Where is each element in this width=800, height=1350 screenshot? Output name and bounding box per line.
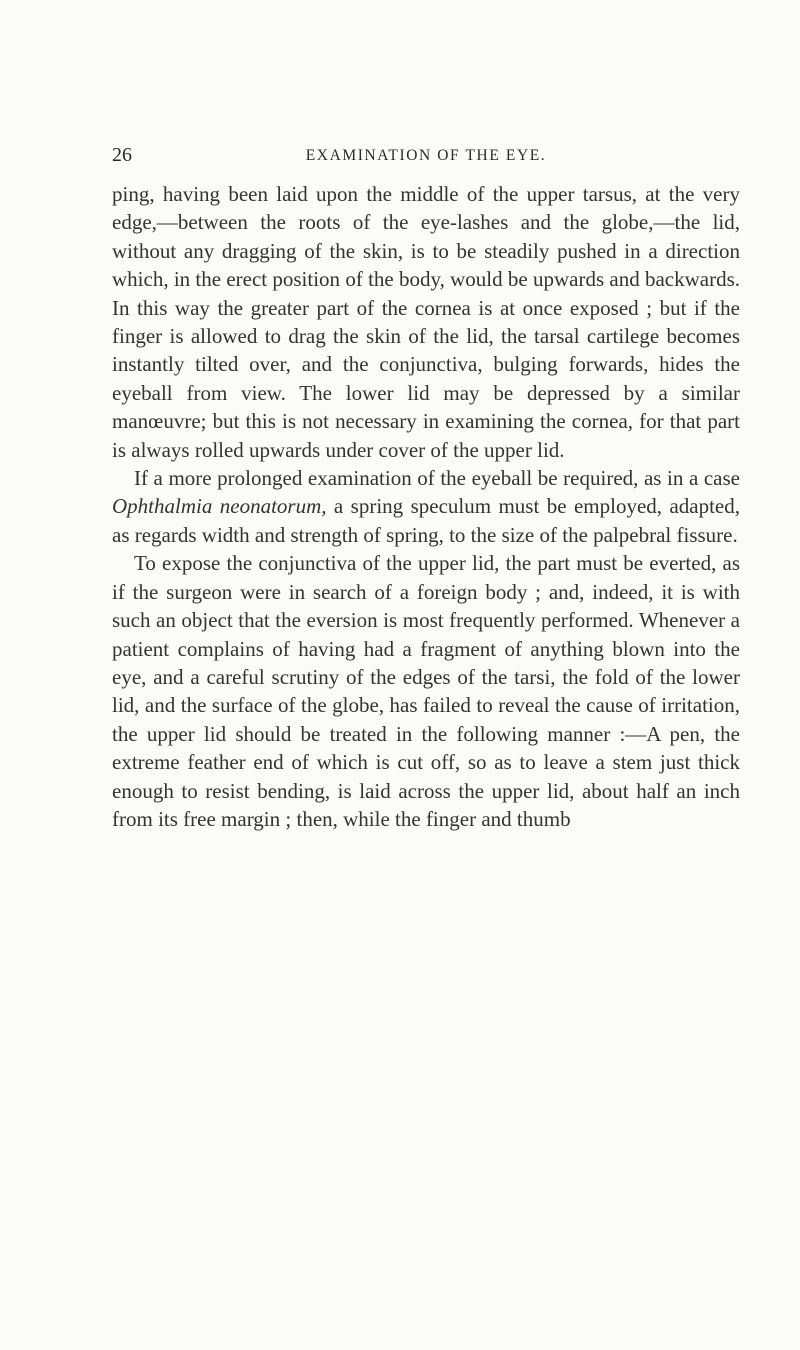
- paragraph-1: ping, having been laid upon the middle of the upper tarsus, at the very edge,—between the roots of the eye-lashes and the globe,—the lid, without any dragging of the skin, is to be steadily pushed in a direction which, in the erect position of the body, would be upwards and backwards. In this way the greater part of the cornea is at once exposed ; but if the finger is allowed to drag the skin of the lid, the tarsal cartilege becomes instantly tilted over, and the conjunctiva, bulging forwards, hides the eyeball from view. The lower lid may be depressed by a similar manœuvre; but this is not necessary in examining the cornea, for that part is always rolled upwards under cover of the upper lid.: [112, 182, 740, 462]
- paragraph-2: [112, 464, 740, 549]
- body-text: [112, 180, 740, 833]
- page-header: [112, 144, 740, 168]
- paragraph-2-after: a spring speculum must be employed, adapted, as regards width and strength of spring, to the size of the palpebral fissure.: [112, 494, 740, 547]
- page-number: 26: [112, 144, 132, 166]
- paragraph-2-italic-term: Ophthalmia neonatorum,: [112, 494, 327, 519]
- paragraph-2-before: If a more prolonged examination of the eyeball be required, as in a case: [134, 466, 740, 491]
- paragraph-3: To expose the conjunctiva of the upper lid, the part must be everted, as if the surgeon were in search of a foreign body ; and, indeed, it is with such an object that the eversion is most frequently performed. Whenever a patient complains of having had a fragment of anything blown into the eye, and a careful scrutiny of the edges of the tarsi, the fold of the lower lid, and the surface of the globe, has failed to reveal the cause of irritation, the upper lid should be treated in the following manner :—A pen, the extreme feather end of which is cut off, so as to leave a stem just thick enough to resist bending, is laid across the upper lid, about half an inch from its free margin ; then, while the finger and thumb: [112, 551, 740, 831]
- running-head: EXAMINATION OF THE EYE.: [305, 147, 547, 164]
